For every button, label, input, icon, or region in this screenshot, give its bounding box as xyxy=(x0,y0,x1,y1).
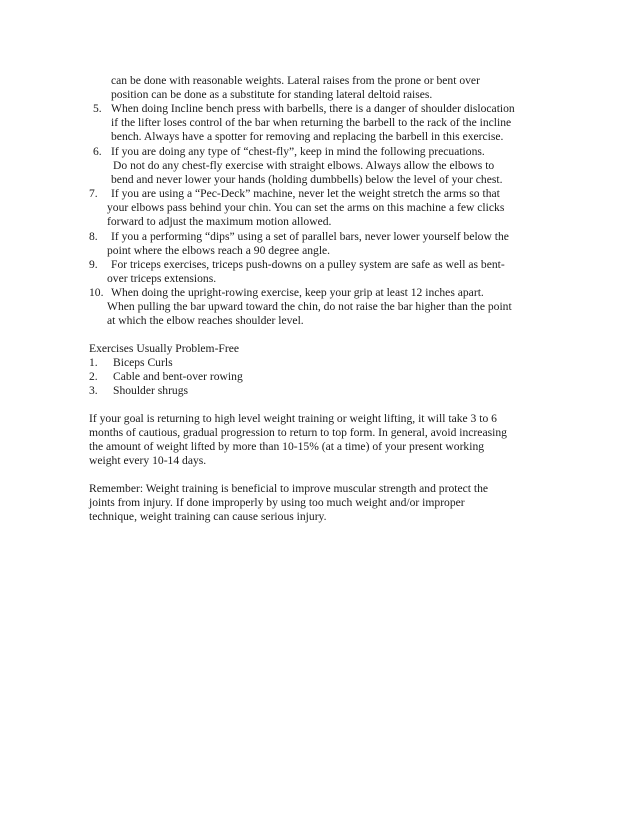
paragraph-line: weight every 10-14 days. xyxy=(89,454,207,467)
list-item-line: When doing Incline bench press with barbells, there is a danger of shoulder dislocation xyxy=(111,102,515,115)
list-number: 8. xyxy=(89,230,98,243)
list-number: 6. xyxy=(93,145,102,158)
list-item-line: If you are doing any type of “chest-fly”, keep in mind the following precuations. xyxy=(111,145,485,158)
list-continuation-line: position can be done as a substitute for standing lateral deltoid raises. xyxy=(111,88,433,101)
paragraph-line: joints from injury. If done improperly by using too much weight and/or improper xyxy=(89,496,465,509)
list-item-line: Do not do any chest-fly exercise with straight elbows. Always allow the elbows to xyxy=(113,159,495,172)
paragraph-line: months of cautious, gradual progression to return to top form. In general, avoid increasing xyxy=(89,426,507,439)
list-number: 2. xyxy=(89,370,98,383)
list-item-line: When doing the upright-rowing exercise, keep your grip at least 12 inches apart. xyxy=(111,286,484,299)
list-number: 10. xyxy=(89,286,104,299)
paragraph-line: the amount of weight lifted by more than 10-15% (at a time) of your present working xyxy=(89,440,485,453)
list-item-line: point where the elbows reach a 90 degree angle. xyxy=(107,244,331,257)
list-item: Shoulder shrugs xyxy=(113,384,189,397)
list-item-line: your elbows pass behind your chin. You can set the arms on this machine a few clicks xyxy=(107,201,505,214)
list-item: Cable and bent-over rowing xyxy=(113,370,243,383)
paragraph-line: Remember: Weight training is beneficial to improve muscular strength and protect the xyxy=(89,482,489,495)
list-number: 5. xyxy=(93,102,102,115)
list-item-line: over triceps extensions. xyxy=(107,272,217,285)
list-number: 9. xyxy=(89,258,98,271)
list-number: 7. xyxy=(89,187,98,200)
section-heading: Exercises Usually Problem-Free xyxy=(89,342,240,355)
list-item-line: bench. Always have a spotter for removing and replacing the barbell in this exercise. xyxy=(111,130,504,143)
list-continuation-line: can be done with reasonable weights. Lateral raises from the prone or bent over xyxy=(111,74,480,87)
list-item-line: If you a performing “dips” using a set of parallel bars, never lower yourself below the xyxy=(111,230,509,243)
paragraph-line: If your goal is returning to high level weight training or weight lifting, it will take 3 to 6 xyxy=(89,412,497,425)
paragraph-line: technique, weight training can cause serious injury. xyxy=(89,510,327,523)
list-item-line: bend and never lower your hands (holding dumbbells) below the level of your chest. xyxy=(111,173,503,186)
list-number: 1. xyxy=(89,356,98,369)
list-item-line: If you are using a “Pec-Deck” machine, never let the weight stretch the arms so that xyxy=(111,187,500,200)
list-number: 3. xyxy=(89,384,98,397)
list-item-line: at which the elbow reaches shoulder level. xyxy=(107,314,304,327)
list-item-line: When pulling the bar upward toward the chin, do not raise the bar higher than the point xyxy=(107,300,512,313)
list-item-line: For triceps exercises, triceps push-downs on a pulley system are safe as well as bent- xyxy=(111,258,505,271)
list-item: Biceps Curls xyxy=(113,356,173,369)
list-item-line: if the lifter loses control of the bar when returning the barbell to the rack of the incline xyxy=(111,116,512,129)
list-item-line: forward to adjust the maximum motion allowed. xyxy=(107,215,332,228)
